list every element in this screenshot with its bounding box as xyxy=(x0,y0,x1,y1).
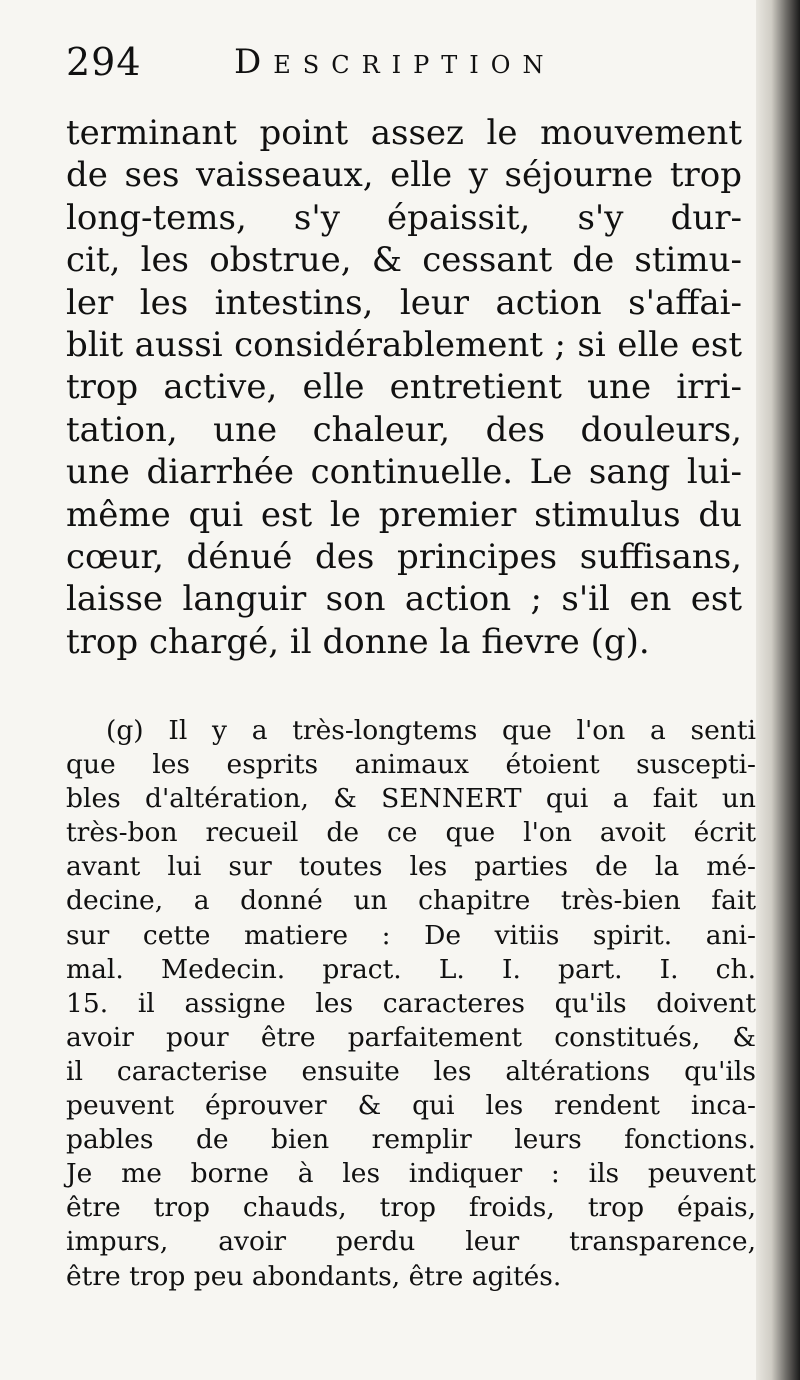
text-line: ler les intestins, leur action s'affai- xyxy=(66,282,742,323)
footnote-line: bles d'altération, & SENNERT qui a fait un xyxy=(66,783,756,815)
text-line: laisse languir son action ; s'il en est xyxy=(66,579,742,620)
footnote-line: Je me borne à les indiquer : ils peuvent xyxy=(66,1158,756,1190)
footnote-line: sur cette matiere : De vitiis spirit. ani- xyxy=(66,919,756,951)
text-line: long-tems, s'y épaissit, s'y dur- xyxy=(66,197,742,238)
footnote-line: decine, a donné un chapitre très-bien fait xyxy=(66,885,756,917)
footnote-line: 15. il assigne les caracteres qu'ils doivent xyxy=(66,987,756,1019)
footnote-line: avant lui sur toutes les parties de la mé- xyxy=(66,851,756,883)
book-spine-shadow xyxy=(756,0,800,1380)
footnote-line: avoir pour être parfaitement constitués, & xyxy=(66,1021,756,1053)
text-line: tation, une chaleur, des douleurs, xyxy=(66,409,742,450)
text-line: trop active, elle entretient une irri- xyxy=(66,367,742,408)
running-title: Description xyxy=(234,42,556,82)
footnote-line: être trop peu abondants, être agités. xyxy=(66,1260,562,1292)
footnote-line: peuvent éprouver & qui les rendent inca- xyxy=(66,1090,756,1122)
text-line: même qui est le premier stimulus du xyxy=(66,494,742,535)
footnote-line: mal. Medecin. pract. L. I. part. I. ch. xyxy=(66,953,756,985)
footnote xyxy=(66,714,756,1294)
footnote-line: très-bon recueil de ce que l'on avoit écrit xyxy=(66,817,756,849)
page-header xyxy=(66,40,746,90)
page-number: 294 xyxy=(66,40,142,84)
footnote-line: que les esprits animaux étoient suscepti- xyxy=(66,749,756,781)
text-line: trop chargé, il donne la fievre (g). xyxy=(66,621,650,662)
footnote-line: impurs, avoir perdu leur transparence, xyxy=(66,1226,756,1258)
footnote-line: pables de bien remplir leurs fonctions. xyxy=(66,1124,756,1156)
text-line: terminant point assez le mouvement xyxy=(66,113,742,153)
main-text xyxy=(66,112,742,663)
text-line: blit aussi considérablement ; si elle est xyxy=(66,324,742,365)
text-line: une diarrhée continuelle. Le sang lui- xyxy=(66,452,742,493)
footnote-line: être trop chauds, trop froids, trop épais, xyxy=(66,1192,756,1224)
footnote-line: (g) Il y a très-longtems que l'on a senti xyxy=(106,715,756,746)
text-line: cœur, dénué des principes suffisans, xyxy=(66,536,742,577)
text-line: de ses vaisseaux, elle y séjourne trop xyxy=(66,155,742,196)
text-line: cit, les obstrue, & cessant de stimu- xyxy=(66,240,742,281)
footnote-line: il caracterise ensuite les altérations qu'ils xyxy=(66,1055,756,1087)
